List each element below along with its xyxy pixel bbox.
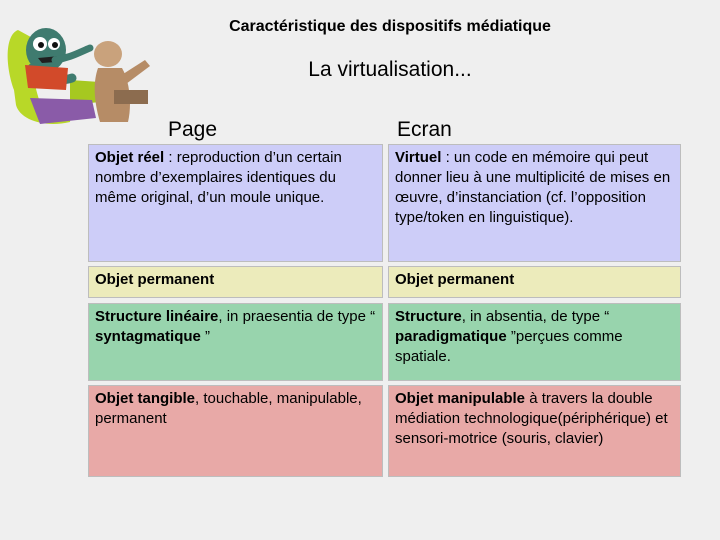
table-cell [388,385,681,477]
table-cell [88,144,383,262]
cell-strong: Objet réel [95,149,165,166]
cell-text: , touchable, manipulable, permanent [95,390,362,427]
cell-text: , in absentia, de type “ [461,308,610,325]
column-header-page: Page [168,118,218,141]
cell-strong: Objet permanent [395,271,515,288]
slide-title: Caractéristique des dispositifs médiatique [229,18,551,35]
cell-text: à travers la double médiation technologique(périphérique) et sensori-motrice (souris, clavier) [395,390,668,447]
cell-strong: Objet manipulable [395,390,526,407]
table-cell [388,266,681,298]
cell-strong: Objet tangible [95,390,196,407]
cell-text: , in praesentia de type “ [218,308,376,325]
cell-strong: Virtuel [395,149,442,166]
table-cell [88,385,383,477]
table-cell [88,266,383,298]
cell-strong: syntagmatique [95,328,201,345]
table-cell [88,303,383,381]
table-cell [388,144,681,262]
table-cell [388,303,681,381]
column-header-ecran: Ecran [397,118,452,141]
cell-strong: Objet permanent [95,271,215,288]
clay-figures-illustration [0,10,160,135]
cell-strong: Structure [395,308,462,325]
cell-strong: Structure linéaire [95,308,219,325]
slide-subtitle: La virtualisation... [308,58,472,81]
cell-text: : reproduction d’un certain nombre d’exemplaires identiques du même original, d’un moule unique. [95,149,342,206]
cell-strong: paradigmatique [395,328,507,345]
cell-text: : un code en mémoire qui peut donner lieu à une multiplicité de mises en œuvre, d’instanciation (cf. l’opposition type/token en linguistique). [395,149,671,226]
cell-text: ”perçues comme spatiale. [395,328,623,365]
cell-text: ” [200,328,211,345]
